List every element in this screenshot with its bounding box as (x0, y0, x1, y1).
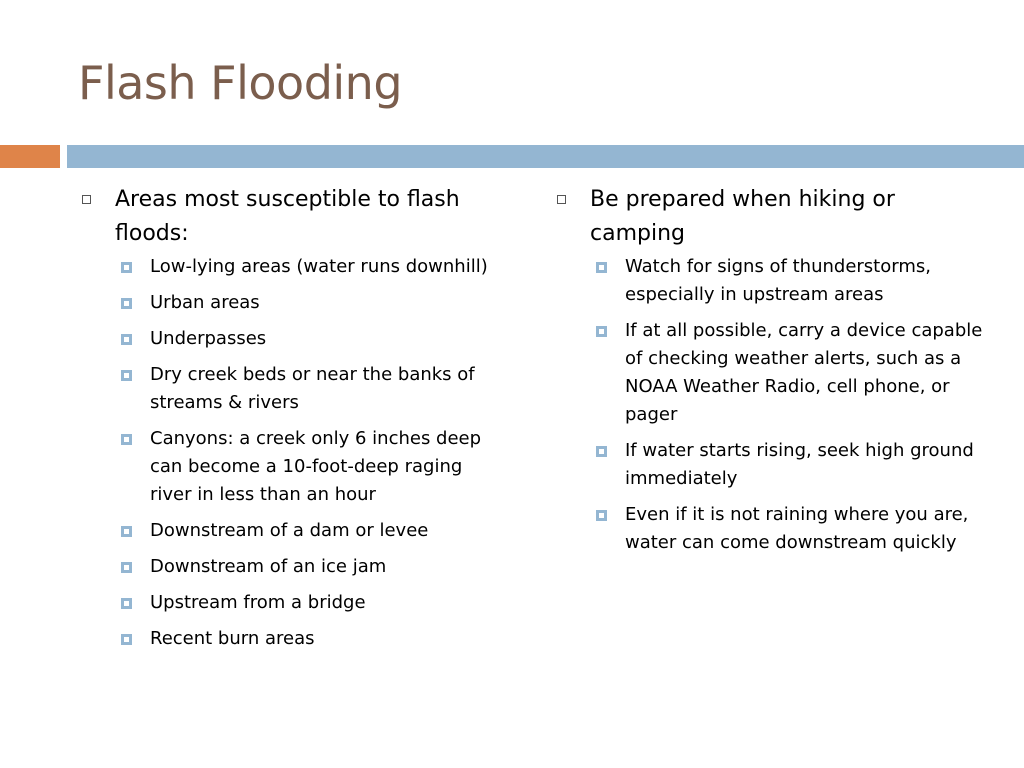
list-item (78, 553, 508, 581)
right-bullet-list (553, 253, 993, 557)
accent-bar-blue (67, 145, 1024, 168)
slide-title: Flash Flooding (78, 56, 403, 110)
list-item (78, 253, 508, 281)
square-bullet-icon (121, 634, 132, 645)
list-item-text: Underpasses (150, 328, 267, 349)
list-item-text: Downstream of a dam or levee (150, 520, 429, 541)
hollow-square-bullet-icon (557, 195, 566, 204)
list-item (78, 289, 508, 317)
right-heading-item (553, 183, 993, 251)
left-column (78, 183, 508, 661)
square-bullet-icon (596, 446, 607, 457)
square-bullet-icon (121, 370, 132, 381)
list-item-text: Urban areas (150, 292, 260, 313)
square-bullet-icon (121, 562, 132, 573)
list-item (78, 425, 508, 509)
list-item-text: Upstream from a bridge (150, 592, 366, 613)
square-bullet-icon (596, 262, 607, 273)
square-bullet-icon (121, 598, 132, 609)
square-bullet-icon (121, 434, 132, 445)
list-item-text: Even if it is not raining where you are, water can come downstream quickly (625, 504, 969, 553)
list-item-text: If at all possible, carry a device capable of checking weather alerts, such as a NOAA Weather Radio, cell phone, or pager (625, 320, 983, 425)
square-bullet-icon (121, 334, 132, 345)
left-bullet-list (78, 253, 508, 653)
list-item (78, 325, 508, 353)
left-heading: Areas most susceptible to flash floods: (115, 187, 460, 246)
square-bullet-icon (596, 510, 607, 521)
list-item (553, 501, 993, 557)
left-heading-item (78, 183, 508, 251)
accent-bar-orange (0, 145, 60, 168)
list-item-text: Watch for signs of thunderstorms, especially in upstream areas (625, 256, 931, 305)
list-item (78, 517, 508, 545)
list-item-text: Low-lying areas (water runs downhill) (150, 256, 488, 277)
right-column (553, 183, 993, 565)
square-bullet-icon (121, 298, 132, 309)
square-bullet-icon (596, 326, 607, 337)
list-item (553, 317, 993, 429)
list-item (553, 437, 993, 493)
list-item-text: Recent burn areas (150, 628, 315, 649)
list-item-text: Downstream of an ice jam (150, 556, 387, 577)
list-item (78, 589, 508, 617)
list-item (78, 361, 508, 417)
list-item-text: Canyons: a creek only 6 inches deep can become a 10-foot-deep raging river in less than an hour (150, 428, 482, 505)
square-bullet-icon (121, 262, 132, 273)
list-item (553, 253, 993, 309)
list-item (78, 625, 508, 653)
hollow-square-bullet-icon (82, 195, 91, 204)
list-item-text: Dry creek beds or near the banks of streams & rivers (150, 364, 475, 413)
list-item-text: If water starts rising, seek high ground immediately (625, 440, 974, 489)
square-bullet-icon (121, 526, 132, 537)
right-heading: Be prepared when hiking or camping (590, 187, 895, 246)
